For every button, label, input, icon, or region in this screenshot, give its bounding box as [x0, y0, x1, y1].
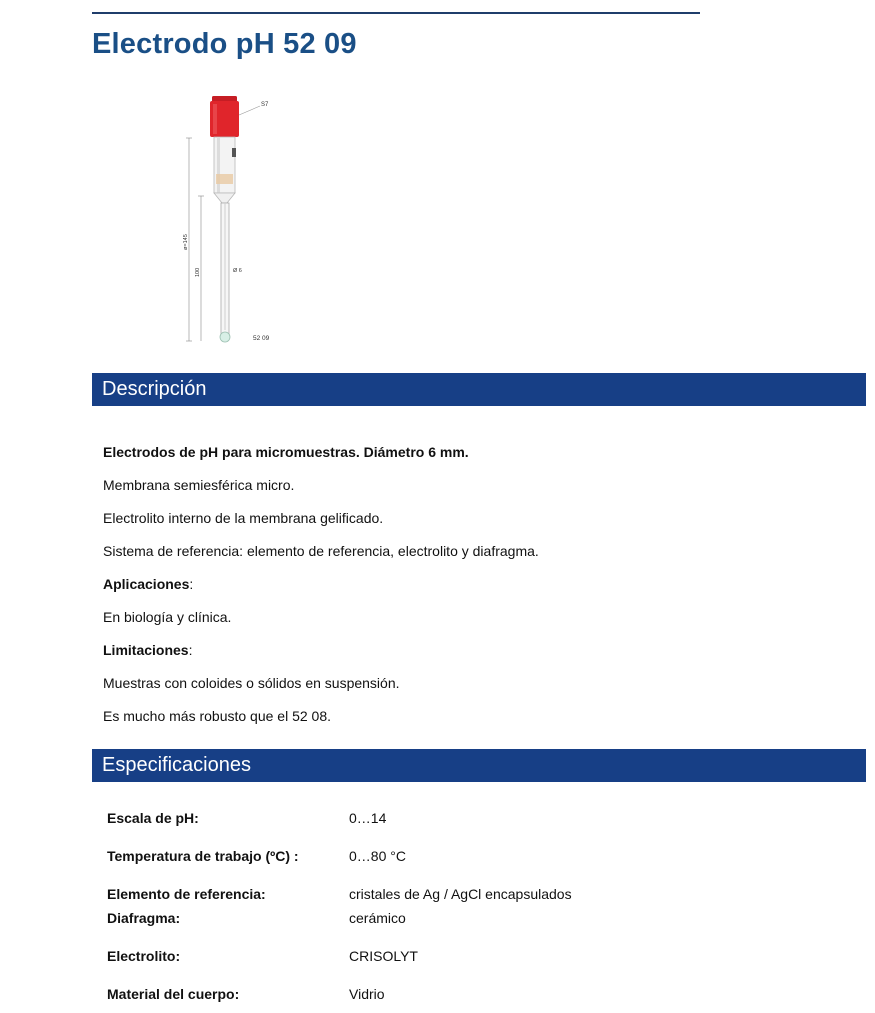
- limitaciones-text-2: Es mucho más robusto que el 52 08.: [103, 708, 332, 724]
- spec-value: 0…80 °C: [349, 848, 406, 864]
- desc-electrolyte: Electrolito interno de la membrana gelificado.: [103, 510, 384, 526]
- especificaciones-heading: Especificaciones: [102, 754, 251, 776]
- especificaciones-header: [92, 749, 866, 782]
- aplicaciones-text: En biología y clínica.: [103, 609, 232, 625]
- lower-length-label: 100: [195, 267, 201, 277]
- desc-reference-system: Sistema de referencia: elemento de referencia, electrolito y diafragma.: [103, 543, 539, 559]
- membrane-bulb: [220, 332, 230, 342]
- top-rule: [92, 12, 700, 14]
- spec-label: Temperatura de trabajo (ºC) :: [107, 848, 299, 864]
- aplicaciones-heading: Aplicaciones:: [103, 576, 194, 592]
- spec-label: Elemento de referencia:: [107, 886, 266, 902]
- model-label: 52 09: [253, 335, 270, 342]
- spec-value: cristales de Ag / AgCl encapsulados: [349, 886, 572, 902]
- diameter-label: Ø 6: [233, 268, 242, 274]
- cap-label: S7: [261, 102, 269, 108]
- spec-value: CRISOLYT: [349, 948, 418, 964]
- spec-value: Vidrio: [349, 986, 385, 1002]
- descripcion-header: [92, 373, 866, 406]
- limitaciones-text-1: Muestras con coloides o sólidos en suspensión.: [103, 675, 400, 691]
- electrode-drawing: [170, 90, 290, 350]
- spec-label: Material del cuerpo:: [107, 986, 240, 1002]
- desc-membrane: Membrana semiesférica micro.: [103, 477, 295, 493]
- desc-headline: Electrodos de pH para micromuestras. Diámetro 6 mm.: [103, 444, 469, 460]
- spec-label: Diafragma:: [107, 910, 181, 926]
- spec-label: Escala de pH:: [107, 810, 199, 826]
- page-title: Electrodo pH 52 09: [92, 28, 357, 60]
- spec-label: Electrolito:: [107, 948, 181, 964]
- descripcion-heading: Descripción: [102, 378, 207, 400]
- spec-value: 0…14: [349, 810, 387, 826]
- limitaciones-heading: Limitaciones:: [103, 642, 193, 658]
- total-length-label: ø=145: [183, 234, 189, 250]
- spec-value: cerámico: [349, 910, 406, 926]
